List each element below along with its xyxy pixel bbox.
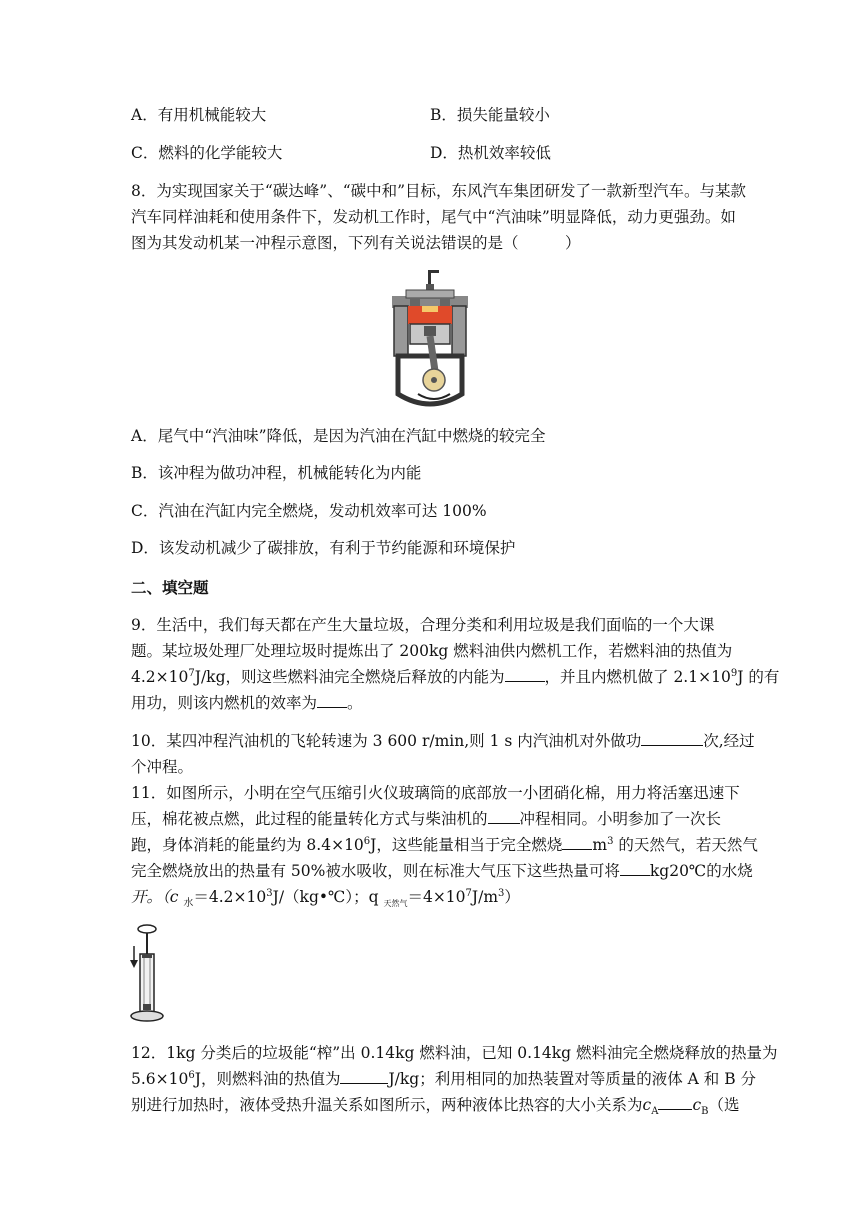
q11-stem-line: 11．如图所示，小明在空气压缩引火仪玻璃筒的底部放一小团硝化棉，用力将活塞迅速下	[131, 784, 740, 802]
q8-option-b: B．该冲程为做功冲程，机械能转化为内能	[131, 464, 422, 482]
section-heading: 二、填空题	[131, 578, 209, 597]
q9-stem-line: 9．生活中，我们每天都在产生大量垃圾，合理分类和利用垃圾是我们面临的一个大课	[131, 616, 715, 634]
answer-blank[interactable]	[317, 693, 347, 708]
air-compression-igniter-figure	[128, 924, 166, 1024]
answer-blank[interactable]	[488, 809, 520, 824]
q11-stem-line: 跑，身体消耗的能量约为 $8.4\times 10^6J$，这些能量相当于完全燃烧 $m^3$ 的天然气，若天然气	[131, 835, 758, 854]
q7-option-d: D．热机效率较低	[430, 144, 551, 162]
q9-stem-line: 用功，则该内燃机的效率为 。	[131, 694, 363, 712]
q7-option-a: A．有用机械能较大	[131, 106, 267, 124]
answer-blank[interactable]	[340, 1069, 388, 1084]
engine-stroke-figure	[384, 268, 476, 410]
answer-blank[interactable]	[641, 731, 703, 746]
q7-option-c: C．燃料的化学能较大	[131, 144, 283, 162]
q8-option-c: C．汽油在汽缸内完全燃烧，发动机效率可达 100%	[131, 502, 487, 520]
q9-stem-line: 题。某垃圾处理厂处理垃圾时提炼出了 200kg 燃料油供内燃机工作，若燃料油的热值为	[131, 642, 733, 660]
q10-stem-line: 个冲程。	[131, 758, 194, 776]
q11-stem-line: 开。（c $_水=4.2\times 10^3J/(kg•℃)$；q $_{天然气}=4\times 10^7J/m^3$）	[131, 887, 520, 910]
q8-option-a: A．尾气中“汽油味”降低，是因为汽油在汽缸中燃烧的较完全	[131, 427, 546, 445]
q9-stem-line: $4.2\times 10^7J/kg$，则这些燃料油完全燃烧后释放的内能为 ，并且内燃机做了 $2.1\times 10^9J$ 的有	[131, 667, 780, 686]
q8-stem-line: 图为其发动机某一冲程示意图，下列有关说法错误的是（ ）	[131, 234, 581, 252]
q11-stem-line: 完全燃烧放出的热量有 50%被水吸收，则在标准大气压下这些热量可将 kg20℃的水烧	[131, 862, 753, 880]
q7-option-b: B．损失能量较小	[430, 106, 550, 124]
answer-blank[interactable]	[658, 1095, 692, 1110]
q12-stem-line: $5.6\times 10^6J$，则燃料油的热值为 J/kg；利用相同的加热装置对等质量的液体 A 和 B 分	[131, 1069, 757, 1088]
q8-stem-line: 8．为实现国家关于“碳达峰”、“碳中和”目标，东风汽车集团研发了一款新型汽车。与某款	[131, 182, 747, 200]
q10-stem-line: 10．某四冲程汽油机的飞轮转速为 3 600 r/min,则 1 s 内汽油机对外做功 次,经过	[131, 732, 755, 750]
q8-option-d: D．该发动机减少了碳排放，有利于节约能源和环境保护	[131, 539, 516, 557]
answer-blank[interactable]	[620, 861, 650, 876]
q12-stem-line: 别进行加热时，液体受热升温关系如图所示，两种液体比热容的大小关系为$c_A$ $c_B$（选	[131, 1096, 740, 1118]
q8-stem-line: 汽车同样油耗和使用条件下，发动机工作时，尾气中“汽油味”明显降低，动力更强劲。如	[131, 208, 736, 226]
answer-blank[interactable]	[562, 835, 592, 850]
answer-blank[interactable]	[505, 667, 545, 682]
q12-stem-line: 12．1kg 分类后的垃圾能“榨”出 0.14kg 燃料油，已知 0.14kg 燃料油完全燃烧释放的热量为	[131, 1044, 778, 1062]
q11-stem-line: 压，棉花被点燃，此过程的能量转化方式与柴油机的 冲程相同。小明参加了一次长	[131, 810, 722, 828]
